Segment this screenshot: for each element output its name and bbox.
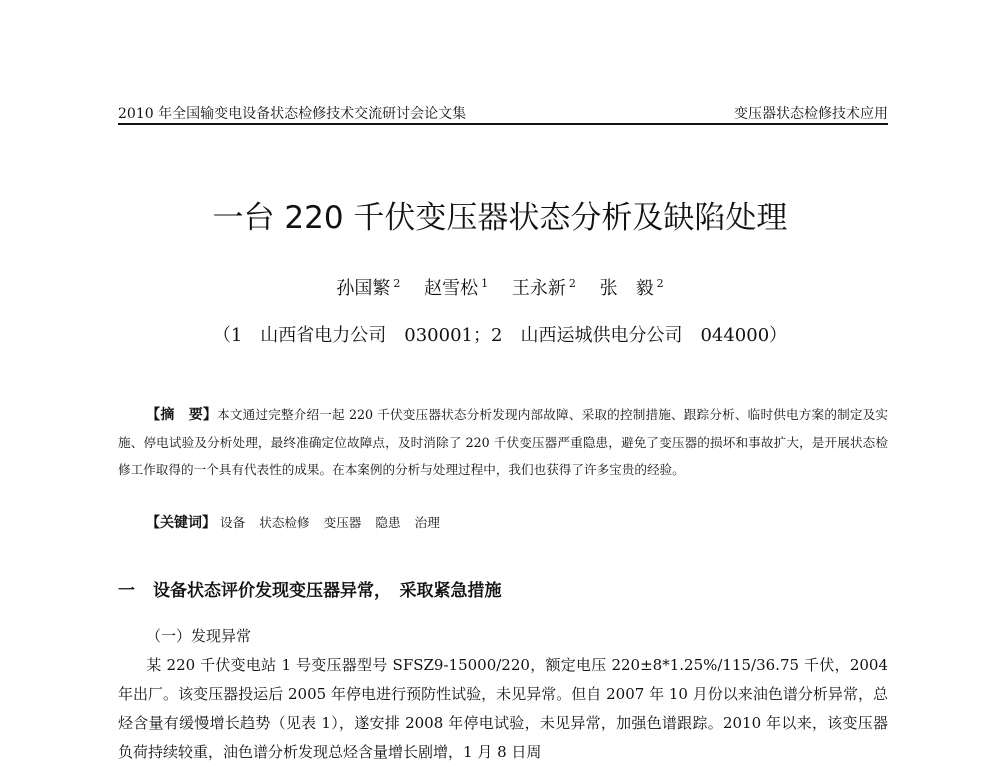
author-list: [0, 274, 1000, 300]
author-name: 王永新: [511, 278, 566, 299]
subsection-heading: （一）发现异常: [146, 627, 252, 645]
author: [600, 278, 664, 299]
author-affiliation-mark: 1: [481, 277, 489, 290]
paper-title: 一台 220 千伏变压器状态分析及缺陷处理: [212, 200, 788, 236]
header-rule: [118, 123, 888, 125]
author-name: 张 毅: [599, 278, 654, 299]
keyword: 变压器: [323, 515, 362, 530]
author-name: 孙国繁: [336, 278, 391, 299]
affiliations: （1 山西省电力公司 030001；2 山西运城供电分公司 044000）: [212, 325, 788, 346]
header-proceedings-title: 2010 年全国输变电设备状态检修技术交流研讨会论文集: [118, 106, 467, 122]
author-name: 赵雪松: [424, 278, 479, 299]
body-paragraph: [118, 651, 888, 767]
author-affiliation-mark: 2: [656, 277, 664, 290]
abstract-text: 本文通过完整介绍一起 220 千伏变压器状态分析发现内部故障、采取的控制措施、跟踪分析、临时供电方案的制定及实施、停电试验及分析处理，最终准确定位故障点，及时消除了 220 千伏变压器严重隐患，避免了变压器的损坏和事故扩大，是开展状态检修工作取得的一个具有代表性的成果。在本案例的分析与处理过程中，我们也获得了许多宝贵的经验。: [118, 407, 889, 477]
author: [336, 278, 400, 299]
section-heading: [118, 576, 502, 601]
author: [512, 278, 576, 299]
author: [424, 278, 488, 299]
keyword: 治理: [414, 515, 440, 530]
keyword: 设备: [220, 515, 246, 530]
abstract-label: 【摘 要】: [146, 407, 218, 423]
running-header: [118, 100, 888, 122]
keywords: [146, 512, 450, 532]
section-title: 设备状态评价发现变压器异常， 采取紧急措施: [153, 581, 502, 601]
body-text: 某 220 千伏变电站 1 号变压器型号 SFSZ9-15000/220，额定电压 220±8*1.25%/115/36.75 千伏，2004 年出厂。该变压器投运后 2005 年停电进行预防性试验，未见异常。但自 2007 年 10 月份以来油色谱分析异常，总烃含量有缓慢增长趋势（见表 1），遂安排 2008 年停电试验，未见异常，加强色谱跟踪。2010 年以来，该变压器负荷持续较重，油色谱分析发现总烃含量增长剧增，1 月 8 日周: [118, 656, 888, 761]
keyword: 状态检修: [259, 515, 310, 530]
author-affiliation-mark: 2: [393, 277, 401, 290]
abstract: [118, 401, 888, 483]
author-affiliation-mark: 2: [568, 277, 576, 290]
keyword: 隐患: [375, 515, 401, 530]
keywords-label: 【关键词】: [146, 515, 216, 531]
header-section-title: 变压器状态检修技术应用: [734, 106, 888, 122]
section-number: 一: [118, 581, 135, 601]
